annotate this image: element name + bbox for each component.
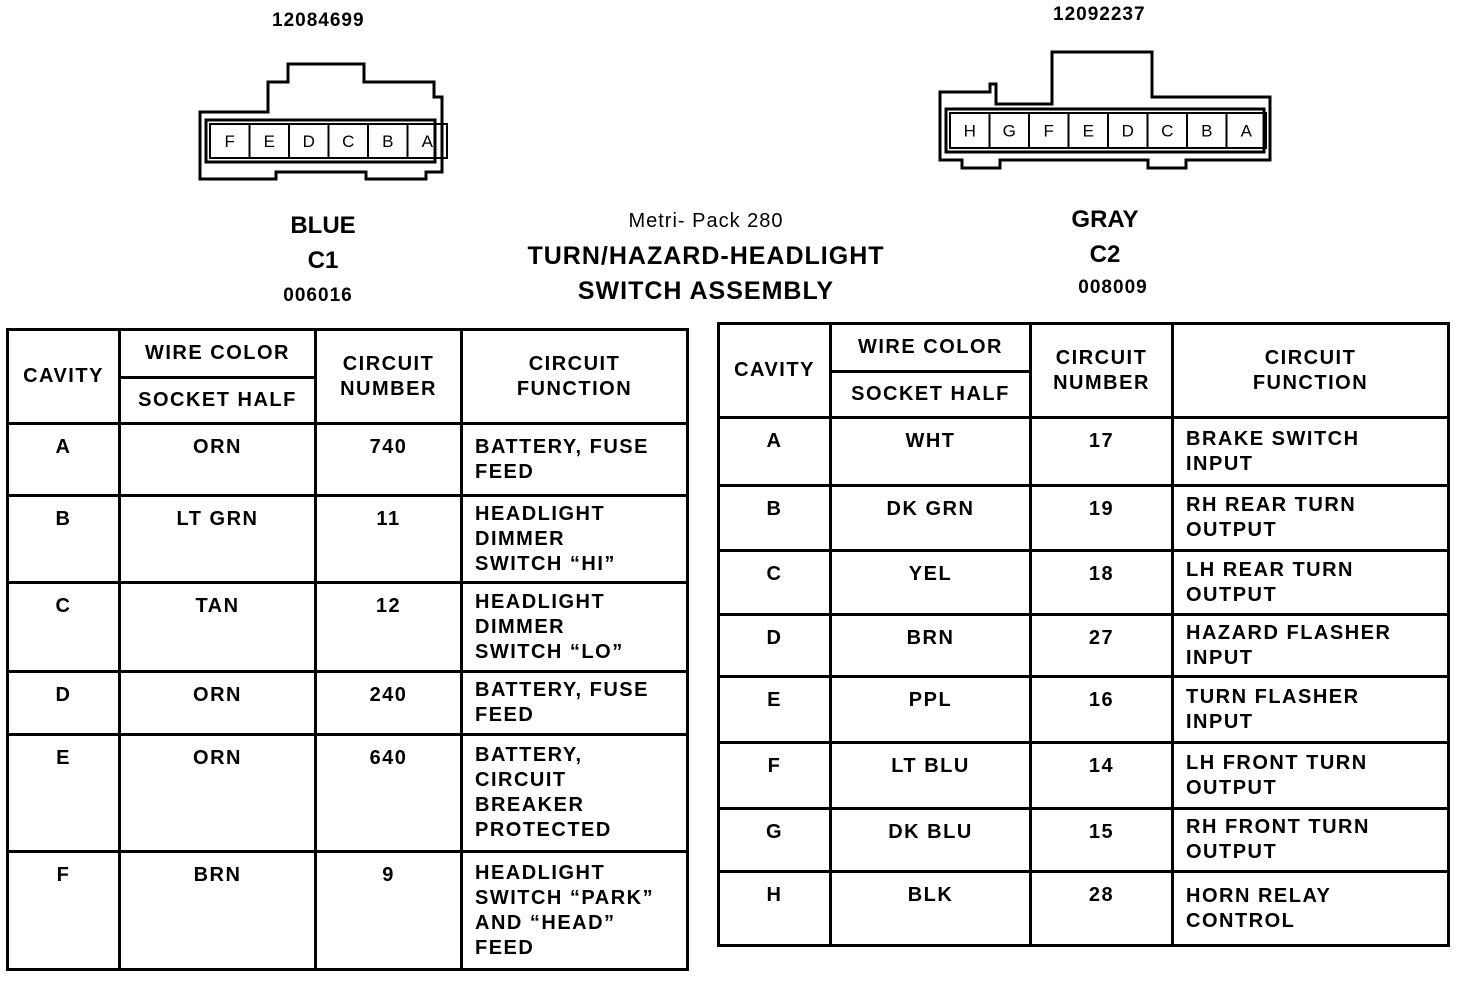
cavity-cell: E (8, 735, 120, 852)
pin-label-e: E (1082, 121, 1094, 141)
table-row (719, 677, 1449, 743)
wire-color-cell: DK BLU (831, 809, 1031, 872)
pin-label-a: A (1240, 121, 1252, 141)
pin-label-c: C (342, 132, 355, 151)
cavity-cell: F (8, 852, 120, 970)
c1-connector-drawing (196, 60, 452, 185)
circuit-number-cell: 18 (1031, 551, 1173, 615)
pin-label-d: D (1121, 121, 1134, 141)
wire-color-header: WIRE COLOR (831, 324, 1031, 372)
cavity-header: CAVITY (8, 330, 120, 424)
socket-half-header: SOCKET HALF (120, 378, 316, 424)
circuit-number-cell: 740 (316, 424, 462, 496)
pin-label-d: D (302, 132, 315, 151)
wire-color-cell: PPL (831, 677, 1031, 743)
circuit-function-cell: HEADLIGHT DIMMER SWITCH “LO” (462, 583, 688, 672)
circuit-number-cell: 17 (1031, 418, 1173, 486)
socket-half-header: SOCKET HALF (831, 372, 1031, 418)
circuit-number-cell: 11 (316, 496, 462, 583)
circuit-function-cell: LH FRONT TURN OUTPUT (1173, 743, 1449, 809)
wire-color-cell: ORN (120, 735, 316, 852)
c1-part-number: 12084699 (272, 10, 365, 31)
wire-color-cell: ORN (120, 424, 316, 496)
circuit-number-cell: 9 (316, 852, 462, 970)
c2-name-label: C2 (1089, 241, 1121, 268)
wire-color-cell: LT GRN (120, 496, 316, 583)
wire-color-cell: BLK (831, 872, 1031, 946)
circuit-function-cell: BATTERY, FUSE FEED (462, 424, 688, 496)
table-row (8, 496, 688, 583)
cavity-cell: G (719, 809, 831, 872)
wire-color-cell: WHT (831, 418, 1031, 486)
pin-label-h: H (963, 121, 976, 141)
cavity-cell: D (719, 615, 831, 677)
circuit-function-cell: BRAKE SWITCH INPUT (1173, 418, 1449, 486)
c2-part-number: 12092237 (1053, 4, 1146, 25)
table-row (719, 743, 1449, 809)
cavity-cell: C (719, 551, 831, 615)
table-row (8, 852, 688, 970)
pin-label-e: E (263, 132, 275, 151)
pin-label-b: B (1201, 121, 1213, 141)
wire-color-cell: BRN (831, 615, 1031, 677)
circuit-number-cell: 19 (1031, 486, 1173, 551)
c1-color-label: BLUE (290, 212, 356, 239)
pin-label-a: A (421, 132, 433, 151)
circuit-function-header: CIRCUIT FUNCTION (1173, 324, 1449, 418)
wire-color-cell: DK GRN (831, 486, 1031, 551)
circuit-function-cell: BATTERY, CIRCUIT BREAKER PROTECTED (462, 735, 688, 852)
table-row (719, 809, 1449, 872)
circuit-function-cell: RH FRONT TURN OUTPUT (1173, 809, 1449, 872)
circuit-function-cell: TURN FLASHER INPUT (1173, 677, 1449, 743)
table-row (8, 583, 688, 672)
c1-pinout-table (6, 328, 689, 971)
circuit-function-cell: HEADLIGHT DIMMER SWITCH “HI” (462, 496, 688, 583)
cavity-cell: A (8, 424, 120, 496)
table-row (8, 735, 688, 852)
cavity-header: CAVITY (719, 324, 831, 418)
cavity-cell: B (8, 496, 120, 583)
c2-pinout-table (717, 322, 1450, 947)
circuit-number-cell: 15 (1031, 809, 1173, 872)
cavity-cell: D (8, 672, 120, 735)
assembly-title-line1: TURN/HAZARD-HEADLIGHT (527, 242, 885, 270)
circuit-function-cell: HORN RELAY CONTROL (1173, 872, 1449, 946)
assembly-title-line2: SWITCH ASSEMBLY (577, 277, 835, 305)
pin-label-f: F (224, 132, 235, 151)
table-row (719, 551, 1449, 615)
wire-color-cell: TAN (120, 583, 316, 672)
circuit-number-cell: 28 (1031, 872, 1173, 946)
circuit-number-header: CIRCUIT NUMBER (316, 330, 462, 424)
circuit-number-cell: 12 (316, 583, 462, 672)
c1-code-label: 006016 (283, 285, 353, 306)
circuit-function-cell: HEADLIGHT SWITCH “PARK” AND “HEAD” FEED (462, 852, 688, 970)
pin-label-b: B (382, 132, 394, 151)
circuit-number-cell: 14 (1031, 743, 1173, 809)
circuit-function-header: CIRCUIT FUNCTION (462, 330, 688, 424)
cavity-cell: H (719, 872, 831, 946)
c1-name-label: C1 (307, 247, 339, 274)
circuit-function-cell: LH REAR TURN OUTPUT (1173, 551, 1449, 615)
table-row (719, 418, 1449, 486)
table-row (719, 615, 1449, 677)
wire-color-cell: BRN (120, 852, 316, 970)
circuit-number-cell: 240 (316, 672, 462, 735)
circuit-number-header: CIRCUIT NUMBER (1031, 324, 1173, 418)
wire-color-cell: ORN (120, 672, 316, 735)
circuit-function-cell: RH REAR TURN OUTPUT (1173, 486, 1449, 551)
pin-label-f: F (1043, 121, 1054, 141)
table-row (719, 872, 1449, 946)
circuit-number-cell: 640 (316, 735, 462, 852)
wire-color-cell: YEL (831, 551, 1031, 615)
circuit-function-cell: BATTERY, FUSE FEED (462, 672, 688, 735)
pin-label-g: G (1002, 121, 1016, 141)
cavity-cell: E (719, 677, 831, 743)
cavity-cell: B (719, 486, 831, 551)
table-row (719, 486, 1449, 551)
wire-color-cell: LT BLU (831, 743, 1031, 809)
circuit-number-cell: 27 (1031, 615, 1173, 677)
table-row (8, 672, 688, 735)
metri-pack-label: Metri- Pack 280 (628, 210, 784, 232)
cavity-cell: C (8, 583, 120, 672)
circuit-function-cell: HAZARD FLASHER INPUT (1173, 615, 1449, 677)
c2-connector-drawing (936, 48, 1278, 173)
wire-color-header: WIRE COLOR (120, 330, 316, 378)
cavity-cell: F (719, 743, 831, 809)
circuit-number-cell: 16 (1031, 677, 1173, 743)
cavity-cell: A (719, 418, 831, 486)
c2-code-label: 008009 (1078, 277, 1148, 298)
pin-label-c: C (1161, 121, 1174, 141)
table-row (8, 424, 688, 496)
c2-color-label: GRAY (1071, 206, 1139, 233)
